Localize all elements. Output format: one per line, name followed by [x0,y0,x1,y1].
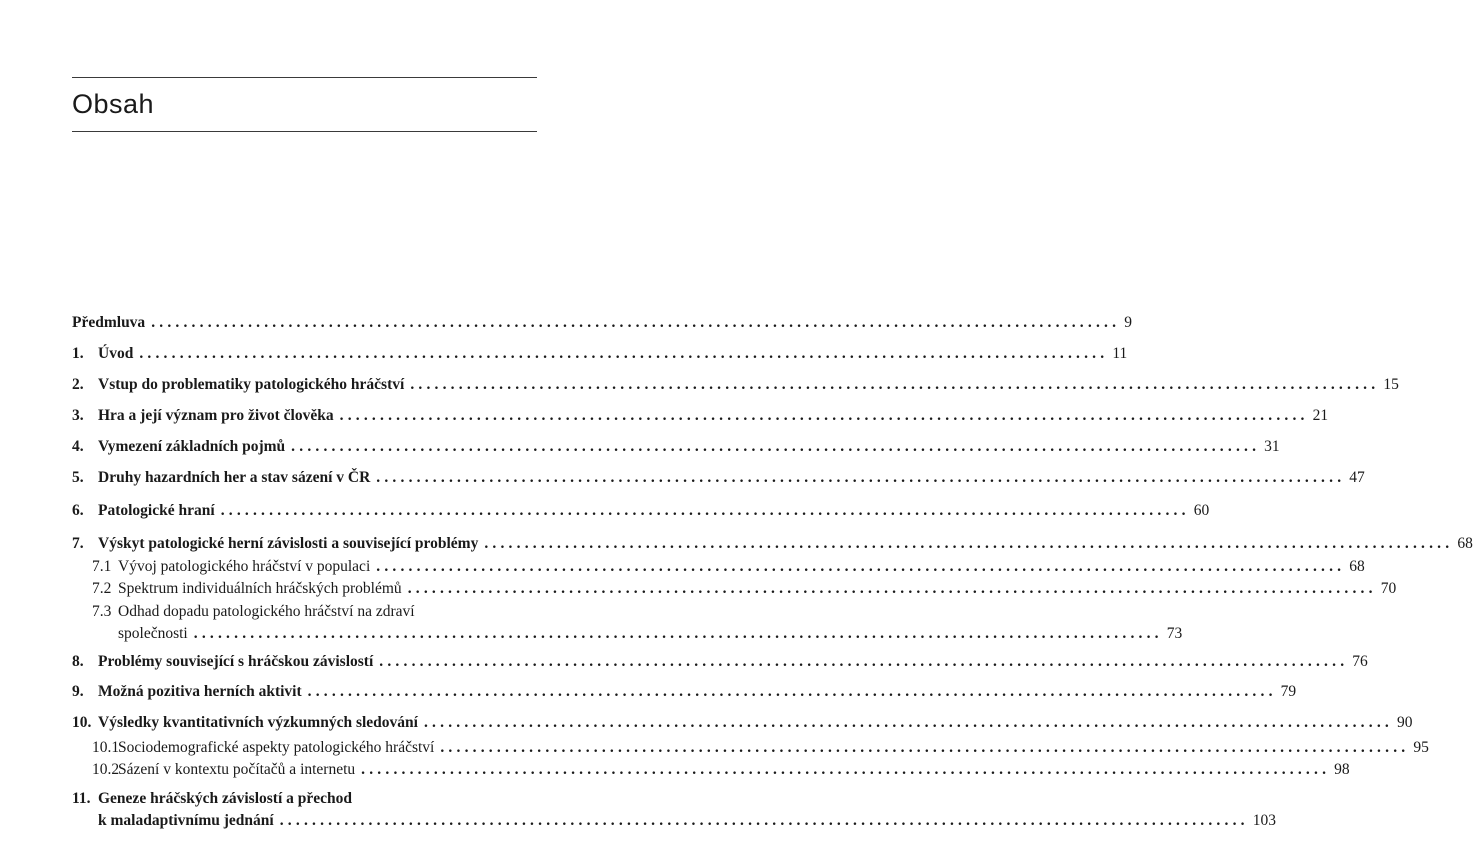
toc-entry-page: 31 [1264,438,1280,455]
toc-entry-number: 10.1 [92,739,120,756]
toc-entry[interactable] [72,467,1365,489]
toc-entry[interactable] [72,500,1210,522]
toc-entry-number: 2. [72,376,84,393]
toc-entry-page: 90 [1396,714,1413,731]
toc-entry-page: 21 [1312,407,1329,424]
toc-entry-number: 4. [72,438,84,455]
toc-entry-number: 8. [72,653,84,670]
dot-leader: ........................................................................................................................ [440,739,1410,756]
dot-leader: ........................................................................................................................ [291,438,1261,455]
toc-entry[interactable] [72,436,1280,458]
toc-entry[interactable] [72,623,1183,645]
toc-entry[interactable] [72,788,537,810]
dot-leader: ........................................................................................................................ [193,625,1163,642]
top-rule [72,77,537,78]
dot-leader: ........................................................................................................................ [423,714,1393,731]
dot-leader: ........................................................................................................................ [220,502,1190,519]
toc-entry-page: 60 [1193,502,1210,519]
toc-entry-page: 98 [1334,761,1350,778]
toc-entry-page: 68 [1349,558,1365,575]
toc-entry-title: Výsledky kvantitativních výzkumných sledování [98,714,418,731]
toc-entry-title: k maladaptivnímu jednání [98,812,274,829]
toc-entry[interactable] [72,810,1276,832]
toc-entry-title: Sociodemografické aspekty patologického hráčství [118,739,435,756]
toc-entry[interactable] [72,343,1128,365]
toc-entry[interactable] [72,374,1399,396]
toc-entry-number: 7. [72,535,84,552]
toc-entry-number: 7.1 [92,558,112,575]
toc-entry-page: 11 [1112,345,1128,362]
toc-entry-title: Sázení v kontextu počítačů a internetu [118,761,356,778]
toc-entry-page: 9 [1124,314,1132,331]
toc-entry-title: Problémy související s hráčskou závislostí [98,653,374,670]
toc-entry-page: 95 [1413,739,1429,756]
toc-entry[interactable] [72,651,1368,673]
bottom-rule [72,131,537,132]
toc-entry-number: 9. [72,683,84,700]
toc-entry-page: 79 [1280,683,1297,700]
dot-leader: ........................................................................................................................ [484,535,1454,552]
dot-leader: ........................................................................................................................ [376,469,1346,486]
toc-entry-number: 7.3 [92,603,112,620]
toc-entry-title: Geneze hráčských závislostí a přechod [98,790,353,807]
toc-entry-page: 103 [1252,812,1276,829]
toc-entry[interactable] [72,712,1413,734]
toc-entry-title: Úvod [98,345,134,362]
toc-entry-number: 1. [72,345,84,362]
toc-entry-title: Výskyt patologické herní závislosti a související problémy [98,535,479,552]
toc-entry-title: Vymezení základních pojmů [98,438,286,455]
toc-entry[interactable] [72,312,1132,334]
toc-entry[interactable] [72,737,1429,759]
toc-entry-page: 15 [1383,376,1399,393]
toc-entry-title: Předmluva [72,314,146,331]
toc-entry-page: 47 [1349,469,1365,486]
toc-entry-page: 68 [1457,535,1473,552]
toc-entry-number: 11. [72,790,91,807]
toc-entry[interactable] [72,556,1365,578]
toc-entry-number: 10. [72,714,92,731]
toc-entry[interactable] [72,759,1350,781]
toc-entry[interactable] [72,533,1473,555]
dot-leader: ........................................................................................................................ [139,345,1109,362]
toc-entry-title: Vstup do problematiky patologického hráčství [98,376,405,393]
dot-leader: ........................................................................................................................ [407,580,1377,597]
dot-leader: ........................................................................................................................ [151,314,1121,331]
toc-entry-title: Hra a její význam pro život člověka [98,407,334,424]
dot-leader: ........................................................................................................................ [307,683,1277,700]
toc-entry-title: Patologické hraní [98,502,215,519]
toc-entry[interactable] [72,681,1297,703]
page-title: Obsah [72,89,155,119]
toc-entry-title: Spektrum individuálních hráčských problémů [118,580,402,597]
toc-entry-number: 5. [72,469,84,486]
toc-entry[interactable] [72,601,537,623]
dot-leader: ........................................................................................................................ [279,812,1249,829]
toc-entry[interactable] [72,578,1397,600]
toc-entry-number: 6. [72,502,84,519]
toc-entry-title: Odhad dopadu patologického hráčství na zdraví [118,603,415,620]
dot-leader: ........................................................................................................................ [339,407,1309,424]
toc-entry-number: 3. [72,407,84,424]
toc-entry-title: Možná pozitiva herních aktivit [98,683,302,700]
toc-entry-page: 70 [1380,580,1397,597]
toc-entry-title: společnosti [118,625,188,642]
dot-leader: ........................................................................................................................ [379,653,1349,670]
toc-entry-title: Druhy hazardních her a stav sázení v ČR [98,469,371,486]
toc-entry-page: 76 [1352,653,1368,670]
toc-entry[interactable] [72,405,1329,427]
dot-leader: ........................................................................................................................ [376,558,1346,575]
toc-entry-page: 73 [1166,625,1183,642]
dot-leader: ........................................................................................................................ [410,376,1380,393]
dot-leader: ........................................................................................................................ [361,761,1331,778]
toc-entry-title: Vývoj patologického hráčství v populaci [118,558,371,575]
toc-entry-number: 10.2 [92,761,120,778]
toc-entry-number: 7.2 [92,580,112,597]
